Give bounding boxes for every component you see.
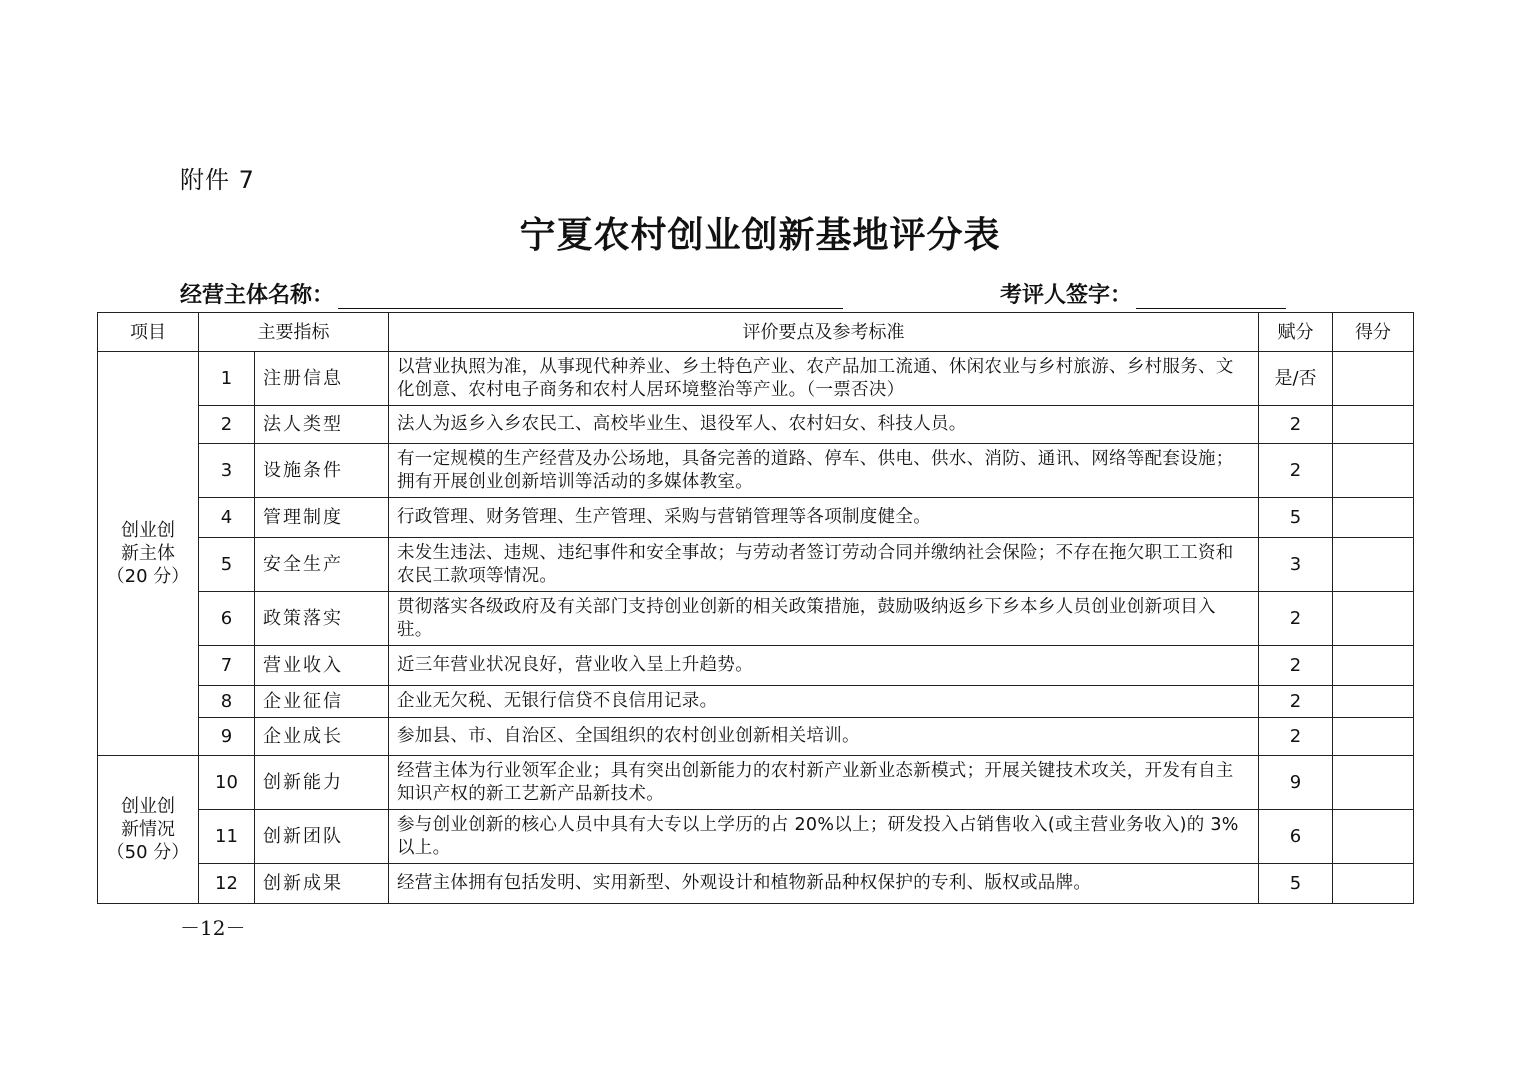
points-value: 2 [1259, 592, 1333, 646]
score-cell[interactable] [1333, 864, 1414, 904]
table-row [98, 864, 1414, 904]
reviewer-label: 考评人签字： [1000, 283, 1133, 308]
group-label-line: 创业创 [121, 796, 175, 817]
table-row [98, 756, 1414, 810]
group-label-line: （50 分） [106, 842, 190, 863]
score-cell[interactable] [1333, 406, 1414, 444]
evaluation-standard: 经营主体拥有包括发明、实用新型、外观设计和植物新品种权保护的专利、版权或品牌。 [389, 864, 1259, 904]
group-label-line: 新情况 [121, 819, 175, 840]
document-title: 宁夏农村创业创新基地评分表 [519, 214, 1001, 256]
table-row [98, 810, 1414, 864]
indicator-name: 企业征信 [255, 686, 389, 718]
header-points: 赋分 [1259, 313, 1333, 352]
row-number: 1 [199, 352, 255, 406]
header-indicator: 主要指标 [199, 313, 389, 352]
indicator-name: 创新能力 [255, 756, 389, 810]
table-row [98, 498, 1414, 538]
evaluation-standard: 近三年营业状况良好，营业收入呈上升趋势。 [389, 646, 1259, 686]
reviewer-signature-blank[interactable] [1136, 286, 1286, 309]
points-value: 2 [1259, 406, 1333, 444]
score-cell[interactable] [1333, 498, 1414, 538]
score-cell[interactable] [1333, 592, 1414, 646]
points-value: 2 [1259, 646, 1333, 686]
row-number: 4 [199, 498, 255, 538]
table-header-row [98, 313, 1414, 352]
row-number: 8 [199, 686, 255, 718]
evaluation-standard: 有一定规模的生产经营及办公场地，具备完善的道路、停车、供电、供水、消防、通讯、网络等配套设施；拥有开展创业创新培训等活动的多媒体教室。 [389, 444, 1259, 498]
table-row [98, 686, 1414, 718]
indicator-name: 安全生产 [255, 538, 389, 592]
attachment-label: 附件 7 [180, 166, 255, 194]
header-score: 得分 [1333, 313, 1414, 352]
table-row [98, 352, 1414, 406]
entity-name-label: 经营主体名称： [180, 283, 335, 308]
indicator-name: 设施条件 [255, 444, 389, 498]
group-entrepreneur-situation [98, 756, 199, 904]
evaluation-standard: 参与创业创新的核心人员中具有大专以上学历的占 20%以上；研发投入占销售收入(或主营业务收入)的 3%以上。 [389, 810, 1259, 864]
group-label-line: 新主体 [121, 543, 175, 564]
table-row [98, 646, 1414, 686]
score-cell[interactable] [1333, 810, 1414, 864]
entity-name-blank[interactable] [338, 286, 843, 309]
points-value: 3 [1259, 538, 1333, 592]
row-number: 10 [199, 756, 255, 810]
row-number: 2 [199, 406, 255, 444]
table-row [98, 592, 1414, 646]
row-number: 6 [199, 592, 255, 646]
row-number: 7 [199, 646, 255, 686]
points-value: 6 [1259, 810, 1333, 864]
indicator-name: 法人类型 [255, 406, 389, 444]
evaluation-standard: 未发生违法、违规、违纪事件和安全事故；与劳动者签订劳动合同并缴纳社会保险；不存在拖欠职工工资和农民工款项等情况。 [389, 538, 1259, 592]
entity-name-field [180, 278, 843, 309]
evaluation-standard: 经营主体为行业领军企业；具有突出创新能力的农村新产业新业态新模式；开展关键技术攻关，开发有自主知识产权的新工艺新产品新技术。 [389, 756, 1259, 810]
group-label-line: （20 分） [106, 566, 190, 587]
table-row [98, 406, 1414, 444]
score-cell[interactable] [1333, 718, 1414, 756]
table-row [98, 718, 1414, 756]
signature-row [180, 278, 1310, 308]
group-entrepreneur-subject [98, 352, 199, 756]
indicator-name: 注册信息 [255, 352, 389, 406]
points-value: 2 [1259, 444, 1333, 498]
score-cell[interactable] [1333, 444, 1414, 498]
score-cell[interactable] [1333, 352, 1414, 406]
score-table [97, 312, 1414, 904]
points-value: 2 [1259, 718, 1333, 756]
evaluation-standard: 贯彻落实各级政府及有关部门支持创业创新的相关政策措施，鼓励吸纳返乡下乡本乡人员创业创新项目入驻。 [389, 592, 1259, 646]
row-number: 3 [199, 444, 255, 498]
group-label-line: 创业创 [121, 520, 175, 541]
indicator-name: 管理制度 [255, 498, 389, 538]
evaluation-standard: 企业无欠税、无银行信贷不良信用记录。 [389, 686, 1259, 718]
evaluation-standard: 行政管理、财务管理、生产管理、采购与营销管理等各项制度健全。 [389, 498, 1259, 538]
indicator-name: 创新团队 [255, 810, 389, 864]
evaluation-standard: 以营业执照为准，从事现代种养业、乡土特色产业、农产品加工流通、休闲农业与乡村旅游、乡村服务、文化创意、农村电子商务和农村人居环境整治等产业。（一票否决） [389, 352, 1259, 406]
reviewer-signature-field [1000, 278, 1286, 309]
indicator-name: 企业成长 [255, 718, 389, 756]
header-item: 项目 [98, 313, 199, 352]
table-row [98, 538, 1414, 592]
points-value: 5 [1259, 864, 1333, 904]
row-number: 12 [199, 864, 255, 904]
row-number: 5 [199, 538, 255, 592]
row-number: 11 [199, 810, 255, 864]
indicator-name: 创新成果 [255, 864, 389, 904]
points-value: 5 [1259, 498, 1333, 538]
score-cell[interactable] [1333, 646, 1414, 686]
points-value: 是/否 [1259, 352, 1333, 406]
score-cell[interactable] [1333, 538, 1414, 592]
indicator-name: 营业收入 [255, 646, 389, 686]
score-cell[interactable] [1333, 756, 1414, 810]
row-number: 9 [199, 718, 255, 756]
score-cell[interactable] [1333, 686, 1414, 718]
page-number: －12－ [180, 916, 246, 940]
evaluation-standard: 法人为返乡入乡农民工、高校毕业生、退役军人、农村妇女、科技人员。 [389, 406, 1259, 444]
points-value: 2 [1259, 686, 1333, 718]
evaluation-standard: 参加县、市、自治区、全国组织的农村创业创新相关培训。 [389, 718, 1259, 756]
table-row [98, 444, 1414, 498]
indicator-name: 政策落实 [255, 592, 389, 646]
header-standard: 评价要点及参考标准 [389, 313, 1259, 352]
points-value: 9 [1259, 756, 1333, 810]
